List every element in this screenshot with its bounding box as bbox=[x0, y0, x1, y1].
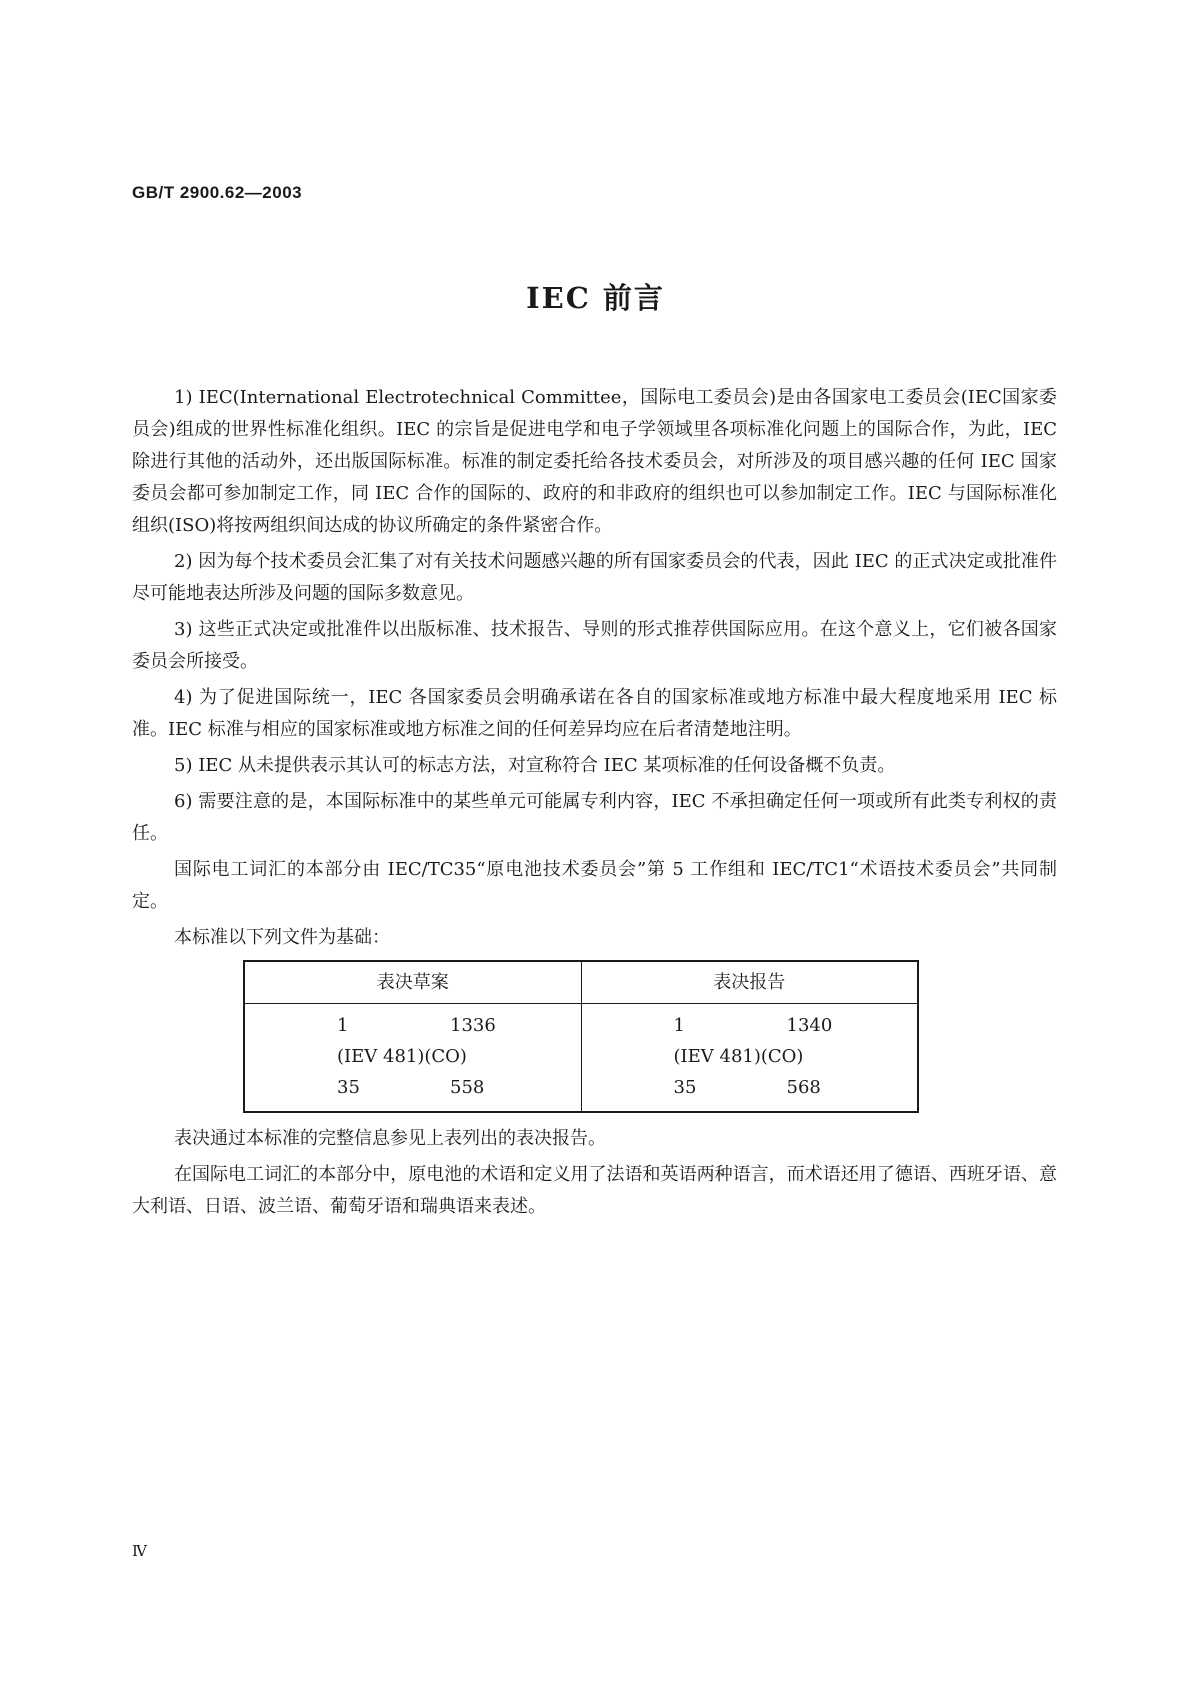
report-line3-right: 568 bbox=[786, 1077, 821, 1098]
paragraph-1: 1) IEC(International Electrotechnical Committee，国际电工委员会)是由各国家电工委员会(IEC国家委员会)组成的世界性标准化组织。IEC 的宗旨是促进电学和电子学领域里各项标准化问题上的国际合作，为此，IEC 除进行其他的活动外，还出版国际标准。标准的制定委托给各技术委员会，对所涉及的项目感兴趣的任何 IEC 国家委员会都可参加制定工作，同 IEC 合作的国际的、政府的和非政府的组织也可以参加制定工作。IEC 与国际标准化组织(ISO)将按两组织间达成的协议所确定的条件紧密合作。 bbox=[132, 387, 1057, 536]
draft-cell bbox=[244, 1004, 581, 1113]
voting-documents-table bbox=[243, 960, 919, 1113]
table-header-row bbox=[244, 961, 918, 1004]
document-body bbox=[132, 382, 1057, 1227]
page-number: Ⅳ bbox=[132, 1542, 147, 1560]
paragraph-languages: 在国际电工词汇的本部分中，原电池的术语和定义用了法语和英语两种语言，而术语还用了德语、西班牙语、意大利语、日语、波兰语、葡萄牙语和瑞典语来表述。 bbox=[132, 1164, 1057, 1217]
paragraph-6: 6) 需要注意的是，本国际标准中的某些单元可能属专利内容，IEC 不承担确定任何一项或所有此类专利权的责任。 bbox=[132, 791, 1057, 844]
paragraph-2: 2) 因为每个技术委员会汇集了对有关技术问题感兴趣的所有国家委员会的代表，因此 IEC 的正式决定或批准件尽可能地表达所涉及问题的国际多数意见。 bbox=[132, 551, 1057, 604]
table-row bbox=[244, 1004, 918, 1113]
paragraph-4: 4) 为了促进国际统一，IEC 各国家委员会明确承诺在各自的国家标准或地方标准中最大程度地采用 IEC 标准。IEC 标准与相应的国家标准或地方标准之间的任何差异均应在后者清楚地注明。 bbox=[132, 687, 1057, 740]
draft-line1-right: 1336 bbox=[450, 1015, 496, 1036]
report-line3-left: 35 bbox=[673, 1077, 697, 1098]
paragraph-vote-info: 表决通过本标准的完整信息参见上表列出的表决报告。 bbox=[174, 1128, 606, 1149]
report-line2: (IEV 481)(CO) bbox=[673, 1046, 804, 1067]
standard-number: GB/T 2900.62—2003 bbox=[132, 183, 303, 202]
page-title: IEC 前言 bbox=[526, 281, 665, 315]
header-report: 表决报告 bbox=[581, 961, 918, 1004]
paragraph-committees: 国际电工词汇的本部分由 IEC/TC35“原电池技术委员会”第 5 工作组和 IEC/TC1“术语技术委员会”共同制定。 bbox=[132, 859, 1057, 912]
report-line1-left: 1 bbox=[673, 1015, 685, 1036]
draft-line1-left: 1 bbox=[337, 1015, 349, 1036]
paragraph-basis: 本标准以下列文件为基础： bbox=[174, 927, 390, 948]
report-cell bbox=[581, 1004, 918, 1113]
header-draft: 表决草案 bbox=[244, 961, 581, 1004]
report-line1-right: 1340 bbox=[786, 1015, 833, 1036]
paragraph-5: 5) IEC 从未提供表示其认可的标志方法，对宣称符合 IEC 某项标准的任何设备概不负责。 bbox=[174, 755, 896, 776]
draft-line2: (IEV 481)(CO) bbox=[337, 1046, 467, 1067]
paragraph-3: 3) 这些正式决定或批准件以出版标准、技术报告、导则的形式推荐供国际应用。在这个意义上，它们被各国家委员会所接受。 bbox=[132, 619, 1057, 672]
draft-line3-left: 35 bbox=[337, 1077, 360, 1098]
draft-line3-right: 558 bbox=[450, 1077, 485, 1098]
